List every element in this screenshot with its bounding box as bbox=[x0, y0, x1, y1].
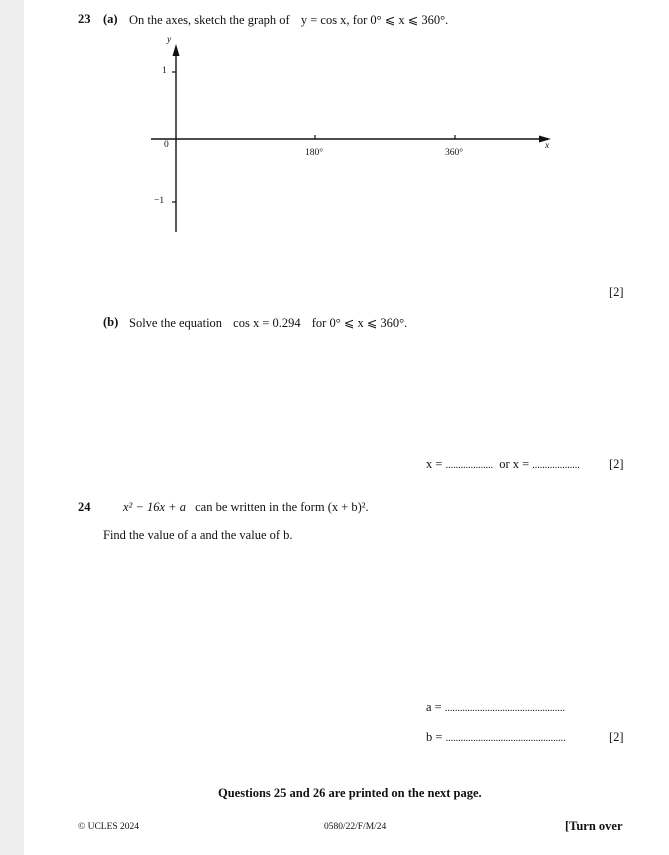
answer-b-label: b = bbox=[426, 730, 443, 744]
part-a-instruction-text: On the axes, sketch the graph of bbox=[129, 13, 290, 27]
answer-x1-blank[interactable]: ................... bbox=[445, 460, 494, 471]
part-b-marks: [2] bbox=[609, 457, 624, 471]
answer-x2-label: x = bbox=[512, 457, 530, 471]
turn-over: [Turn over bbox=[565, 819, 623, 833]
part-b-range: for 0° ⩽ x ⩽ 360°. bbox=[311, 316, 408, 330]
answer-x2-blank[interactable]: ................... bbox=[532, 460, 580, 471]
answer-b-line bbox=[426, 730, 566, 745]
q24-form: (x + b)². bbox=[327, 500, 369, 514]
x-axis-label: x bbox=[545, 141, 550, 151]
part-b-instruction-text: Solve the equation bbox=[129, 316, 223, 330]
part-b-label: (b) bbox=[103, 315, 119, 329]
answer-a-blank[interactable]: ................................................ bbox=[444, 703, 565, 714]
paper-code: 0580/22/F/M/24 bbox=[324, 822, 387, 832]
answer-x1-label: x = bbox=[426, 457, 443, 471]
part-a-marks: [2] bbox=[609, 285, 624, 299]
y-tick-label-1: 1 bbox=[162, 66, 167, 76]
x-tick-label-360: 360° bbox=[445, 148, 464, 158]
cosine-axes bbox=[24, 0, 669, 300]
q24-statement bbox=[123, 500, 369, 515]
part-a-range: , for 0° ⩽ x ⩽ 360°. bbox=[346, 13, 449, 27]
answer-b-blank[interactable]: ................................................ bbox=[445, 733, 566, 744]
copyright: © UCLES 2024 bbox=[78, 822, 140, 832]
x-tick-label-180: 180° bbox=[305, 148, 324, 158]
or-text: or bbox=[499, 457, 510, 471]
part-b-instruction bbox=[129, 315, 407, 331]
part-a-equation: y = cos x bbox=[300, 13, 347, 27]
y-tick-label-minus-1: −1 bbox=[154, 196, 165, 206]
y-axis-arrow bbox=[173, 44, 180, 56]
y-axis-label: y bbox=[167, 35, 172, 45]
origin-label: 0 bbox=[164, 140, 169, 150]
q24-marks: [2] bbox=[609, 730, 624, 744]
answer-a-label: a = bbox=[426, 700, 442, 714]
answer-a-line bbox=[426, 700, 565, 715]
part-a-label: (a) bbox=[103, 12, 118, 26]
next-page-note: Questions 25 and 26 are printed on the next page. bbox=[218, 786, 482, 800]
part-b-answer-line bbox=[426, 457, 580, 472]
q24-statement-text: can be written in the form bbox=[195, 500, 325, 514]
part-b-equation: cos x = 0.294 bbox=[233, 316, 301, 330]
q24-instruction: Find the value of a and the value of b. bbox=[103, 528, 293, 542]
q24-expression: x² − 16x + a bbox=[123, 500, 186, 514]
exam-page bbox=[24, 0, 669, 855]
question-23-number: 23 bbox=[78, 12, 91, 26]
question-24-number: 24 bbox=[78, 500, 91, 514]
